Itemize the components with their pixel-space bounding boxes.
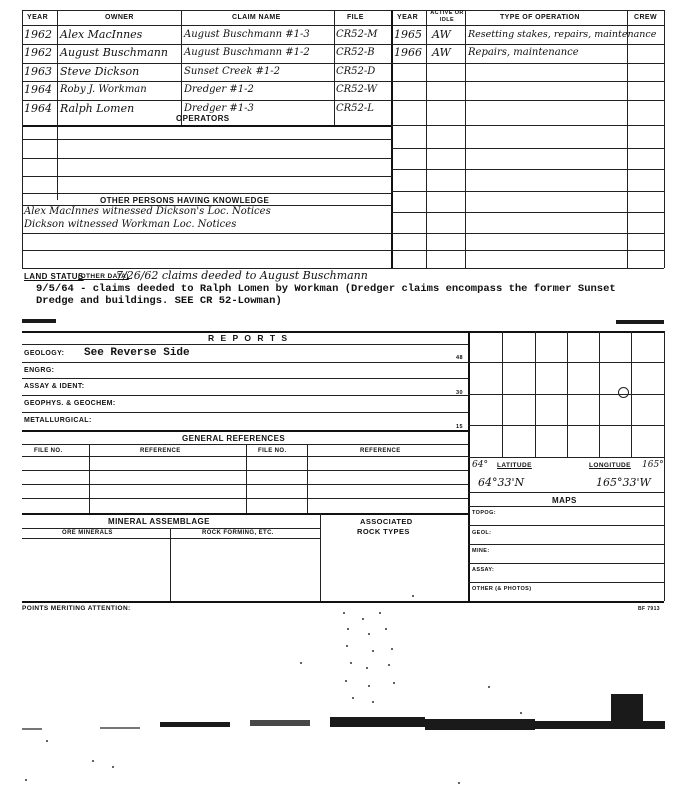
claim-year: 1964 <box>24 102 52 115</box>
ref-file-header-2: FILE NO. <box>258 448 287 454</box>
margin-mark: 30 <box>456 390 463 396</box>
location-marker <box>618 387 629 398</box>
other-persons-line: Alex MacInnes witnessed Dickson's Loc. Notices <box>24 206 271 217</box>
reports-title: R E P O R T S <box>208 333 290 343</box>
operation-status: AW <box>432 28 451 41</box>
geology-value: See Reverse Side <box>84 347 190 359</box>
rock-types-title: ROCK TYPES <box>357 527 410 536</box>
claim-file: CR52-L <box>336 103 374 114</box>
claim-owner: August Buschmann <box>60 46 168 59</box>
rock-forming-header: ROCK FORMING, ETC. <box>202 530 274 536</box>
claim-file: CR52-M <box>336 29 378 40</box>
file-header: FILE <box>347 14 364 21</box>
other-persons-line: Dickson witnessed Workman Loc. Notices <box>24 219 237 230</box>
claim-name-header: CLAIM NAME <box>232 14 281 21</box>
claim-name: August Buschmann #1-2 <box>184 47 310 58</box>
mineral-assemblage-title: MINERAL ASSEMBLAGE <box>108 517 210 526</box>
geology-label: GEOLOGY: <box>24 350 65 357</box>
ref-file-header: FILE NO. <box>34 448 63 454</box>
assay-label: ASSAY & IDENT: <box>24 383 85 390</box>
claim-owner: Ralph Lomen <box>60 102 135 115</box>
form-number: BF 7913 <box>638 606 660 612</box>
claim-name: August Buschmann #1-3 <box>184 29 310 40</box>
operation-status: AW <box>432 46 451 59</box>
claim-year: 1962 <box>24 28 52 41</box>
operators-title: OPERATORS <box>176 114 230 123</box>
maps-title: MAPS <box>552 496 577 505</box>
other-photos-label: OTHER (& PHOTOS) <box>472 586 532 592</box>
associated-title: ASSOCIATED <box>360 517 413 526</box>
ore-minerals-header: ORE MINERALS <box>62 530 113 536</box>
type-operation-header: TYPE OF OPERATION <box>500 14 580 21</box>
claim-owner: Roby J. Workman <box>60 84 147 95</box>
geophys-label: GEOPHYS. & GEOCHEM: <box>24 400 116 407</box>
crew-header: CREW <box>634 14 657 21</box>
mine-label: MINE: <box>472 548 490 554</box>
points-meriting-label: POINTS MERITING ATTENTION: <box>22 605 131 612</box>
claim-year: 1962 <box>24 46 52 59</box>
year-header: YEAR <box>27 14 49 21</box>
land-status-sublabel: (OTHER DATA) <box>78 273 129 280</box>
claim-name: Sunset Creek #1-2 <box>184 66 280 77</box>
margin-mark: 15 <box>456 424 463 430</box>
other-persons-title: OTHER PERSONS HAVING KNOWLEDGE <box>100 196 270 205</box>
engrg-label: ENGRG: <box>24 367 55 374</box>
claim-year: 1964 <box>24 83 52 96</box>
latitude-label: LATITUDE <box>497 462 532 469</box>
operation-type: Resetting stakes, repairs, maintenance <box>468 29 657 40</box>
land-status-line3: Dredge and buildings. SEE CR 52-Lowman) <box>36 295 282 307</box>
longitude-value: 165°33'W <box>596 476 651 489</box>
claim-file: CR52-D <box>336 66 376 77</box>
owner-header: OWNER <box>105 14 134 21</box>
active-idle-header: ACTIVE OR IDLE <box>430 10 464 23</box>
assay-map-label: ASSAY: <box>472 567 495 573</box>
latitude-prefix: 64° <box>472 460 488 470</box>
claim-owner: Steve Dickson <box>60 65 140 78</box>
land-status-line1: 7/26/62 claims deeded to August Buschmann <box>116 269 368 282</box>
metallurgical-label: METALLURGICAL: <box>24 417 92 424</box>
claim-name: Dredger #1-2 <box>184 84 254 95</box>
geol-label: GEOL: <box>472 530 492 536</box>
ref-reference-header-2: REFERENCE <box>360 448 401 454</box>
land-status-label: LAND STATUS <box>24 272 84 281</box>
claim-owner: Alex MacInnes <box>60 28 143 41</box>
general-references-title: GENERAL REFERENCES <box>182 434 286 443</box>
claim-name: Dredger #1-3 <box>184 103 254 114</box>
longitude-label: LONGITUDE <box>589 462 631 469</box>
operation-type: Repairs, maintenance <box>468 47 579 58</box>
operation-year: 1965 <box>394 28 422 41</box>
claim-file: CR52-B <box>336 47 375 58</box>
op-year-header: YEAR <box>397 14 419 21</box>
topog-label: TOPOG: <box>472 510 496 516</box>
longitude-suffix: 165° <box>642 460 664 470</box>
land-status-line2: 9/5/64 - claims deeded to Ralph Lomen by Workman (Dredger claims encompass the former Sunset <box>36 283 616 295</box>
claim-year: 1963 <box>24 65 52 78</box>
latitude-value: 64°33'N <box>478 476 525 489</box>
margin-mark: 48 <box>456 355 463 361</box>
operation-year: 1966 <box>394 46 422 59</box>
claim-file: CR52-W <box>336 84 378 95</box>
ref-reference-header: REFERENCE <box>140 448 181 454</box>
